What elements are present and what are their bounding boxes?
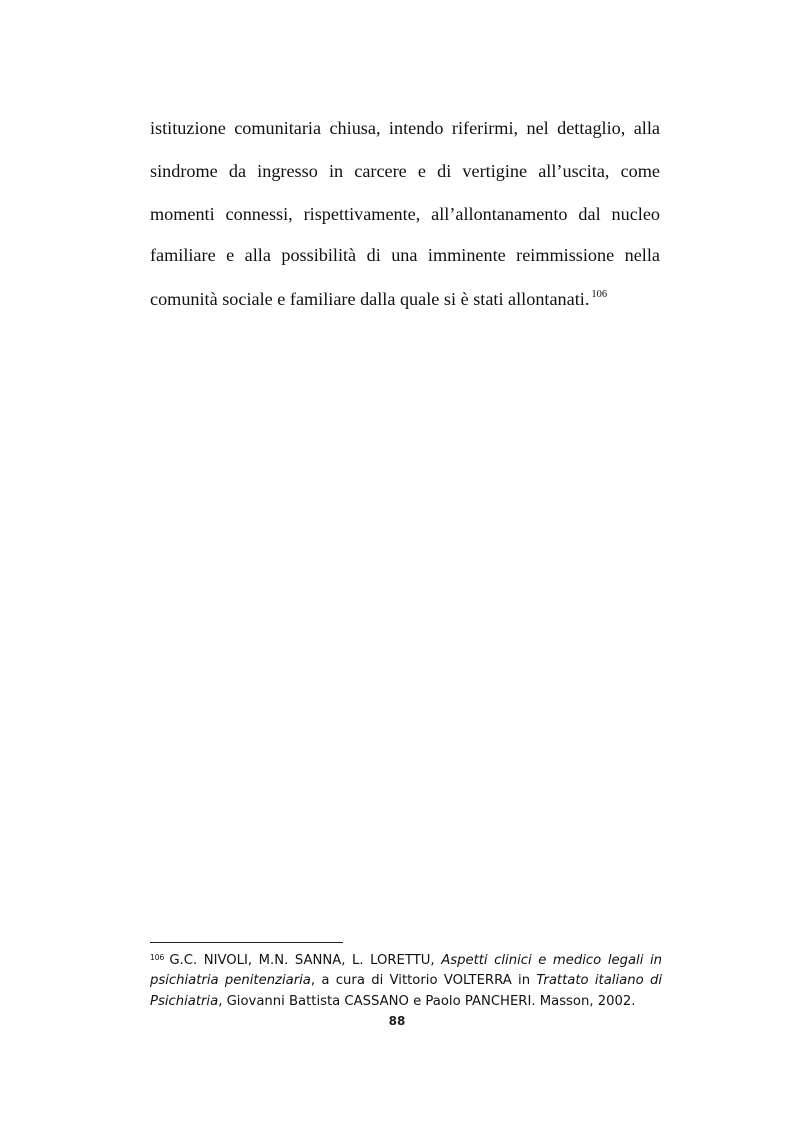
body-line-3: momenti connessi, rispettivamente, all’allontanamento dal nucleo: [150, 204, 660, 224]
footnote-line-2: [150, 972, 662, 990]
footnote-editor: , a cura di Vittorio VOLTERRA in: [310, 973, 537, 988]
footnote-work-part1: Trattato italiano di: [536, 973, 662, 988]
page-number: 88: [388, 1014, 406, 1028]
footnote-reference[interactable]: 106: [591, 289, 608, 300]
footnote-line-3: [150, 993, 662, 1011]
footnote-number: 106: [150, 953, 165, 962]
footnote-work-part2: Psichiatria: [150, 994, 219, 1009]
footnote-title-part2: psichiatria penitenziaria: [150, 973, 311, 988]
footnote-authors: G.C. NIVOLI, M.N. SANNA, L. LORETTU,: [169, 953, 442, 968]
footnote-title-part1: Aspetti clinici e medico legali in: [441, 953, 662, 968]
body-line-4: familiare e alla possibilità di una imminente reimmissione nella: [150, 245, 660, 265]
footnote-separator: [150, 942, 343, 943]
body-line-5: [150, 288, 660, 314]
footnote-rest: , Giovanni Battista CASSANO e Paolo PANCHERI. Masson, 2002.: [218, 994, 636, 1009]
body-line-5-text: comunità sociale e familiare dalla quale si è stati allontanati.: [150, 289, 590, 309]
footnote-line-1: [150, 952, 662, 971]
body-line-1: istituzione comunitaria chiusa, intendo riferirmi, nel dettaglio, alla: [150, 118, 660, 138]
body-line-2: sindrome da ingresso in carcere e di vertigine all’uscita, come: [150, 161, 660, 181]
